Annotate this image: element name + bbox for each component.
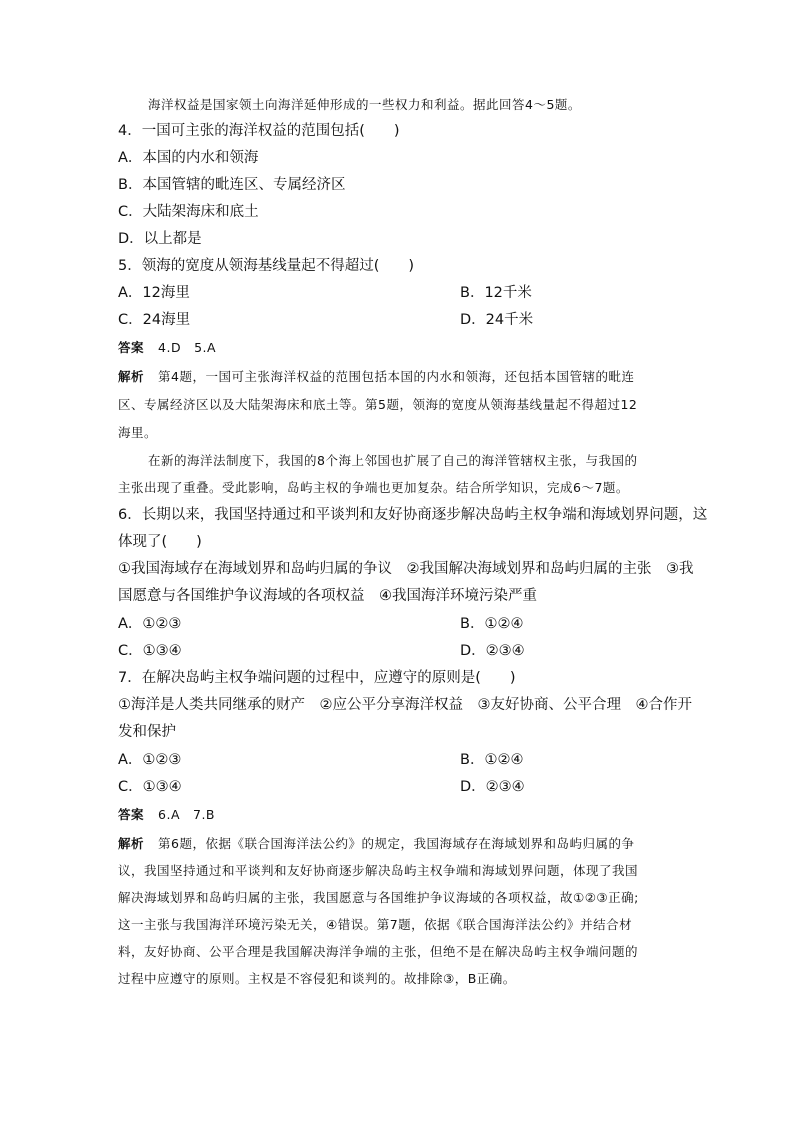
question-5-stem: 5．领海的宽度从领海基线量起不得超过( ) — [118, 258, 415, 274]
question-7-stem: 7．在解决岛屿主权争端问题的过程中，应遵守的原则是( ) — [118, 670, 516, 686]
explanation-6-7-line-6: 过程中应遵守的原则。主权是不容侵犯和谈判的。故排除③，B正确。 — [118, 971, 516, 986]
explanation-text: 第4题，一国可主张海洋权益的范围包括本国的内水和领海，还包括本国管辖的毗连 — [158, 369, 635, 384]
question-6-stem-line-1: 6．长期以来，我国坚持通过和平谈判和友好协商逐步解决岛屿主权争端和海域划界问题，这 — [118, 507, 708, 523]
question-6-items-line-2: 国愿意与各国维护争议海域的各项权益 ④我国海洋环境污染严重 — [118, 588, 537, 604]
question-5-row-2 — [118, 310, 534, 330]
question-6-row-1 — [118, 614, 524, 634]
explanation-6-7-line-3: 解决海域划界和岛屿归属的主张，我国愿意与各国维护争议海域的各项权益，故①②③正确; — [118, 890, 639, 905]
question-7-items-line-1: ①海洋是人类共同继承的财产 ②应公平分享海洋权益 ③友好协商、公平合理 ④合作开 — [118, 697, 692, 713]
answer-6-7 — [118, 805, 215, 825]
question-7-items-line-2: 发和保护 — [118, 724, 176, 740]
intro-6-7-line-2: 主张出现了重叠。受此影响，岛屿主权的争端也更加复杂。结合所学知识，完成6～7题。 — [118, 480, 629, 495]
explanation-label: 解析 — [118, 836, 145, 851]
question-6-option-d: D．②③④ — [460, 643, 525, 659]
answer-text: 4.D 5.A — [158, 340, 217, 355]
question-6-stem-line-2: 体现了( ) — [118, 534, 202, 550]
explanation-text: 第6题，依据《联合国海洋法公约》的规定，我国海域存在海域划界和岛屿归属的争 — [158, 836, 635, 851]
explanation-6-7-line-5: 料，友好协商、公平合理是我国解决海洋争端的主张，但绝不是在解决岛屿主权争端问题的 — [118, 944, 639, 959]
explanation-4-5-line-2: 区、专属经济区以及大陆架海床和底土等。第5题，领海的宽度从领海基线量起不得超过12 — [118, 397, 638, 412]
answer-label: 答案 — [118, 807, 145, 822]
question-7-option-b: B．①②④ — [460, 752, 524, 768]
question-4-option-d: D．以上都是 — [118, 231, 202, 247]
question-7-option-a: A．①②③ — [118, 752, 182, 768]
question-6-items-line-1: ①我国海域存在海域划界和岛屿归属的争议 ②我国解决海域划界和岛屿归属的主张 ③我 — [118, 561, 694, 577]
question-7-option-c: C．①③④ — [118, 779, 182, 795]
answer-4-5 — [118, 338, 216, 358]
question-4-option-a: A．本国的内水和领海 — [118, 150, 259, 166]
explanation-4-5-line-3: 海里。 — [118, 425, 158, 440]
explanation-4-5-line-1 — [118, 367, 634, 387]
explanation-label: 解析 — [118, 369, 145, 384]
explanation-6-7-line-1 — [118, 834, 634, 854]
intro-6-7-line-1: 在新的海洋法制度下，我国的8个海上邻国也扩展了自己的海洋管辖权主张，与我国的 — [148, 453, 638, 468]
intro-4-5: 海洋权益是国家领土向海洋延伸形成的一些权力和利益。据此回答4～5题。 — [148, 97, 581, 112]
question-5-option-a: A．12海里 — [118, 285, 190, 301]
question-7-option-d: D．②③④ — [460, 779, 525, 795]
question-6-option-b: B．①②④ — [460, 616, 524, 632]
answer-label: 答案 — [118, 340, 145, 355]
question-4-option-b: B．本国管辖的毗连区、专属经济区 — [118, 177, 346, 193]
question-7-row-2 — [118, 777, 525, 797]
question-5-option-b: B．12千米 — [460, 285, 532, 301]
question-5-option-d: D．24千米 — [460, 312, 534, 328]
question-5-row-1 — [118, 283, 532, 303]
question-6-row-2 — [118, 641, 525, 661]
explanation-6-7-line-2: 议，我国坚持通过和平谈判和友好协商逐步解决岛屿主权争端和海域划界问题，体现了我国 — [118, 863, 639, 878]
explanation-6-7-line-4: 这一主张与我国海洋环境污染无关，④错误。第7题，依据《联合国海洋法公约》并结合材 — [118, 917, 633, 932]
question-4-option-c: C．大陆架海床和底土 — [118, 204, 259, 220]
question-7-row-1 — [118, 750, 524, 770]
question-6-option-a: A．①②③ — [118, 616, 182, 632]
answer-text: 6.A 7.B — [158, 807, 215, 822]
question-5-option-c: C．24海里 — [118, 312, 191, 328]
question-4-stem: 4．一国可主张的海洋权益的范围包括( ) — [118, 123, 400, 139]
question-6-option-c: C．①③④ — [118, 643, 182, 659]
